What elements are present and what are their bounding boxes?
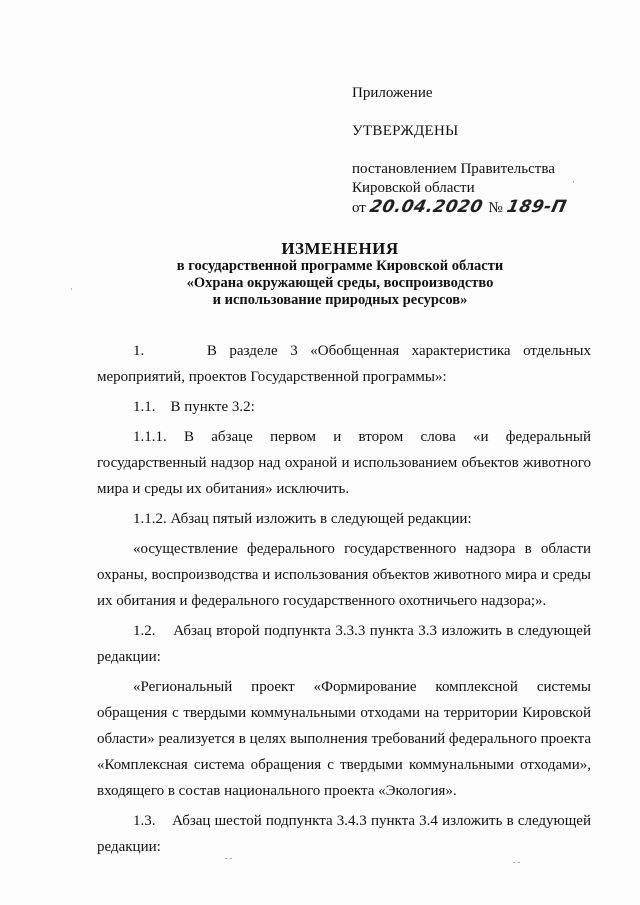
scan-speck: ˘˘ (224, 858, 233, 868)
document-body (97, 338, 591, 860)
paragraph-1-2: 1.2. Абзац второй подпункта 3.3.3 пункта 3.3 изложить в следующей редакции: (97, 623, 591, 665)
resolution-line-2: Кировской области (352, 180, 475, 196)
handwritten-date: 20.04.2020 (367, 197, 485, 217)
paragraph-1-1: 1.1. В пункте 3.2: (133, 399, 255, 415)
paragraph-1-1-1: 1.1.1. В абзаце первом и втором слова «и федеральный государственный надзор над охраной и использованием объектов животного мира и среды их обитания» исключить. (97, 429, 591, 497)
number-sign: № (488, 200, 503, 216)
approved-label: УТВЕРЖДЕНЫ (352, 123, 459, 139)
from-prefix: от (352, 200, 366, 216)
paragraph-1-1-2: 1.1.2. Абзац пятый изложить в следующей редакции: (133, 511, 472, 527)
title-line-1: в государственной программе Кировской области (176, 258, 504, 274)
handwritten-number: 189-П (504, 197, 569, 217)
paragraph-quote-1: «осуществление федерального государственного надзора в области охраны, воспроизводства и использования объектов животного мира и среды их обитания и федерального государственного охотничьего надзора;». (97, 541, 591, 609)
paragraph-1-3: 1.3. Абзац шестой подпункта 3.4.3 пункта 3.4 изложить в следующей редакции: (97, 813, 591, 855)
scan-speck: ˘˘ (512, 862, 521, 872)
approval-block (352, 84, 612, 218)
appendix-label: Приложение (352, 85, 433, 101)
title-line-3: и использование природных ресурсов» (212, 292, 468, 308)
scan-speck: · (572, 178, 575, 188)
paragraph-quote-2: «Региональный проект «Формирование комплексной системы обращения с твердыми коммунальными отходами на территории Кировской области» реализуется в целях выполнения требований федерального проекта «Комплексная система обращения с твердыми коммунальными отходами», входящего в состав национального проекта «Экология». (97, 679, 591, 799)
title-line-2: «Охрана окружающей среды, воспроизводство (186, 275, 494, 291)
paragraph-1: 1. В разделе 3 «Обобщенная характеристика отдельных мероприятий, проектов Государственной программы»: (97, 343, 591, 385)
resolution-line-1: постановлением Правительства (352, 161, 555, 177)
date-number-line (352, 198, 612, 218)
document-title (70, 240, 610, 309)
scan-speck: · (70, 285, 73, 295)
title-main: ИЗМЕНЕНИЯ (281, 239, 399, 258)
